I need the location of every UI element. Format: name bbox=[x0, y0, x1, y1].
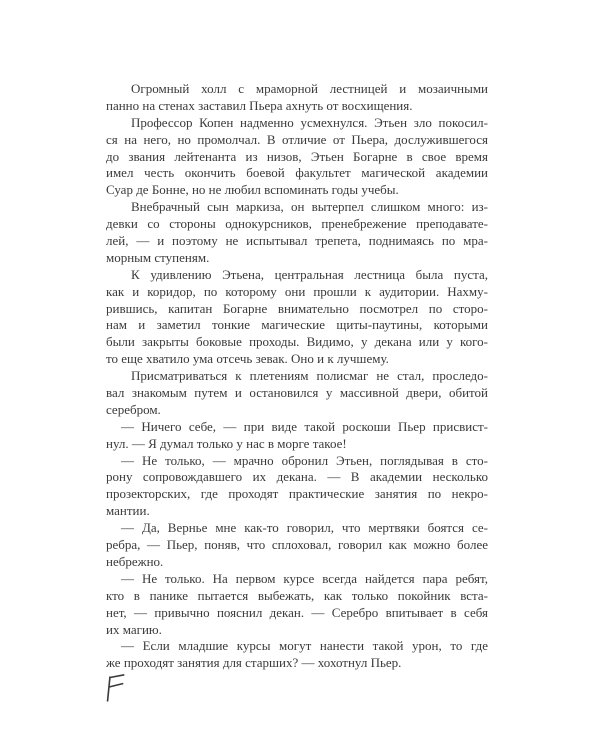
text-line: их магию. bbox=[106, 621, 162, 637]
text-line: Присматриваться к плетениям полисмаг не стал, проследо- bbox=[131, 368, 488, 384]
text-line: — Не только. На первом курсе всегда найдется пара ребят, bbox=[121, 570, 488, 586]
text-line: лей, — и поэтому не испытывал трепета, поднимаясь по мра- bbox=[106, 233, 488, 249]
text-line: нет, — привычно пояснил декан. — Серебро впитывает в себя bbox=[106, 604, 488, 620]
dialogue-paragraph bbox=[106, 520, 488, 571]
text-line: как и коридор, по которому они прошли к аудитории. Нахму- bbox=[106, 283, 488, 299]
dialogue-paragraph bbox=[106, 571, 488, 639]
text-line: Огромный холл с мраморной лестницей и мозаичными bbox=[131, 81, 488, 96]
paragraph bbox=[106, 267, 488, 368]
text-line: — Ничего себе, — при виде такой роскоши Пьер присвист- bbox=[121, 418, 488, 434]
dialogue-paragraph bbox=[106, 638, 488, 672]
text-line: вал знакомым путем и остановился у массивной двери, обитой bbox=[106, 385, 488, 401]
dialogue-paragraph bbox=[106, 453, 488, 521]
text-line: Суар де Бонне, но не любил вспоминать годы учебы. bbox=[106, 182, 399, 198]
paragraph bbox=[106, 115, 488, 199]
dialogue-paragraph bbox=[106, 419, 488, 453]
page-text bbox=[106, 81, 488, 672]
text-line: панно на стенах заставил Пьера ахнуть от восхищения. bbox=[106, 97, 413, 113]
paragraph bbox=[106, 368, 488, 419]
text-line: кто в панике пытается выбежать, как только покойник вста- bbox=[106, 587, 488, 603]
text-line: морным ступеням. bbox=[106, 249, 210, 265]
text-line: — Да, Вернье мне как-то говорил, что мертвяки боятся се- bbox=[121, 520, 488, 536]
text-line: — Не только, — мрачно обронил Этьен, поглядывая в сто- bbox=[121, 452, 488, 468]
text-line: же проходят занятия для старших? — хохотнул Пьер. bbox=[106, 655, 402, 671]
text-line: нул. — Я думал только у нас в морге такое! bbox=[106, 435, 347, 451]
text-line: рившись, капитан Богарне внимательно посмотрел по сторо- bbox=[106, 300, 488, 316]
text-line: Профессор Копен надменно усмехнулся. Этьен зло покосил- bbox=[131, 114, 488, 130]
fehu-rune-icon bbox=[106, 674, 125, 702]
paragraph bbox=[106, 81, 488, 115]
text-line: ребра, — Пьер, поняв, что сплоховал, говорил как можно более bbox=[106, 537, 488, 553]
text-line: К удивлению Этьена, центральная лестница была пуста, bbox=[131, 266, 488, 282]
text-line: до звания лейтенанта из низов, Этьен Богарне в свое время bbox=[106, 148, 488, 164]
text-line: Внебрачный сын маркиза, он вытерпел слишком много: из- bbox=[131, 199, 488, 215]
text-line: прозекторских, где проходят практические занятия по некро- bbox=[106, 486, 488, 502]
text-line: то еще хватило ума отсечь зевак. Оно и к лучшему. bbox=[106, 351, 389, 367]
text-line: ся на него, но промолчал. В отличие от Пьера, дослужившегося bbox=[106, 131, 488, 147]
text-line: — Если младшие курсы могут нанести такой урон, то где bbox=[121, 638, 488, 654]
text-line: девки со стороны однокурсников, пренебрежение преподавате- bbox=[106, 216, 488, 232]
text-line: имел честь окончить боевой факультет магической академии bbox=[106, 165, 488, 181]
text-line: серебром. bbox=[106, 401, 161, 417]
text-line: мантии. bbox=[106, 503, 150, 519]
paragraph bbox=[106, 199, 488, 267]
text-line: небрежно. bbox=[106, 553, 164, 569]
text-line: были закрыты боковые проходы. Видимо, у декана или у кого- bbox=[106, 334, 488, 350]
text-line: нам и заметил тонкие магические щиты-паутины, которыми bbox=[106, 317, 488, 333]
text-line: рону сопровождавшего их декана. — В академии несколько bbox=[106, 469, 488, 485]
